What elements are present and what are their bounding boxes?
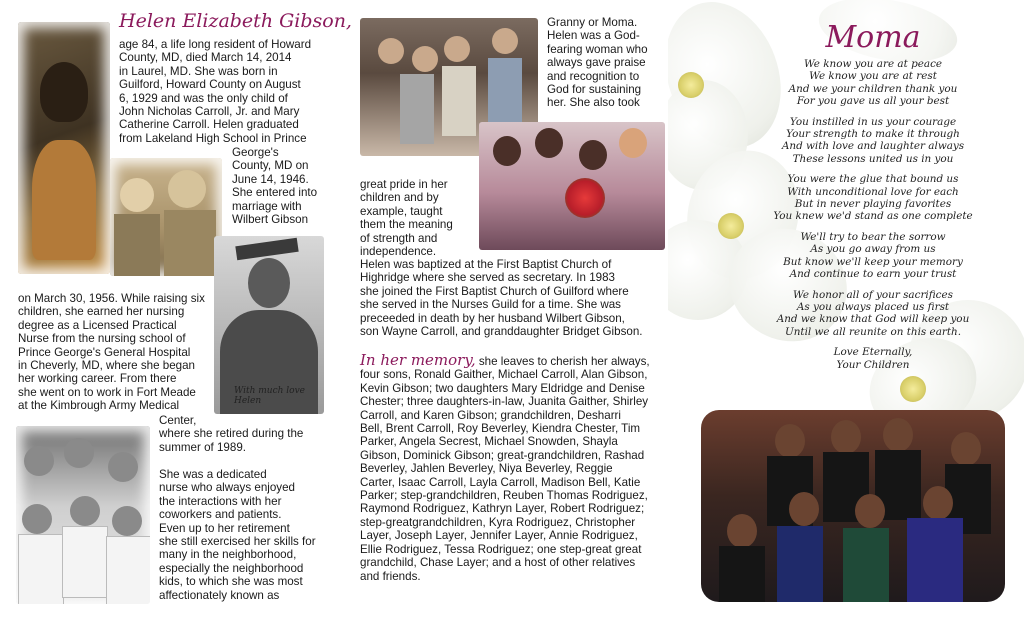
text-line: at the Kimbrough Army Medical (18, 399, 180, 413)
nurse-paragraph (159, 468, 349, 602)
text-line: Chester; three daughters-in-law, Juanita Gaither, Shirley (360, 395, 649, 409)
intro-paragraph (119, 38, 334, 145)
poem-line: You knew we'd stand as one complete (773, 210, 973, 223)
poem-line: Love Eternally, (833, 346, 913, 359)
text-line: Highridge where she served as secretary. In 1983 (360, 271, 615, 285)
text-line: nurse who always enjoyed (159, 481, 295, 495)
family-group-photo (701, 410, 1005, 602)
text-line: independence. (360, 245, 437, 259)
flower-center (678, 72, 704, 98)
text-line: she leaves to cherish her always, (475, 355, 650, 368)
poem-line: As you always placed us first (796, 300, 950, 313)
poem-line: With unconditional love for each (787, 185, 959, 198)
text-line: County, MD, died March 14, 2014 (119, 51, 292, 65)
text-line: son Wayne Carroll, and granddaughter Bridget Gibson. (360, 325, 643, 339)
text-line: summer of 1989. (159, 440, 246, 454)
text-line: from Lakeland High School in Prince (119, 131, 307, 145)
text-line: fearing woman who (547, 42, 648, 56)
text-line: especially the neighborhood (159, 561, 304, 575)
text-line: marriage with (232, 199, 302, 213)
text-line: Bell, Brent Carroll, Roy Beverley, Kiendra Chester, Tim (360, 422, 641, 436)
poem-line: And we know that God will keep you (776, 313, 970, 326)
nurses-photo (16, 426, 150, 604)
career-paragraph (18, 292, 214, 413)
text-line: four sons, Ronald Gaither, Michael Carroll, Alan Gibson, (360, 368, 648, 382)
text-line: she went on to work in Fort Meade (18, 385, 196, 399)
narrow-paragraph (232, 146, 332, 226)
text-line: of strength and (360, 231, 438, 245)
name-heading: Helen Elizabeth Gibson, (119, 10, 352, 32)
poem-line: We honor all of your sacrifices (793, 288, 953, 301)
center-paragraph (159, 414, 339, 454)
text-line: always gave praise (547, 56, 646, 70)
text-line: Raymond Rodriguez, Kathryn Layer, Robert Rodriguez; (360, 502, 645, 516)
text-line: Parker; step-grandchildren, Reuben Thomas Rodriguez, (360, 489, 648, 503)
text-line: Beverley, Jahlen Beverley, Niya Beverley, Reggie (360, 462, 613, 476)
poem-line: And we your children thank you (788, 82, 958, 95)
text-line: 6, 1929 and was the only child of (119, 91, 288, 105)
poem-stanza (738, 116, 1008, 166)
text-line: children and by (360, 191, 439, 205)
text-line: great pride in her (360, 178, 448, 191)
poem-line: We know you are at rest (809, 70, 937, 83)
poem-line: Until we all reunite on this earth. (784, 325, 962, 338)
women-flowers-photo (479, 122, 665, 250)
graduation-photo (214, 236, 324, 414)
text-line: God for sustaining (547, 83, 642, 97)
poem-line: Your strength to make it through (786, 128, 960, 141)
photo-signature: With much love Helen (234, 386, 305, 406)
text-line: Carroll, and Karen Gibson; grandchildren, Desharri (360, 408, 621, 422)
text-line: Helen was a God- (547, 29, 640, 43)
poem-line: And with love and laughter always (781, 140, 965, 153)
text-line: on March 30, 1956. While raising six (18, 292, 205, 305)
text-line: example, taught (360, 204, 443, 218)
memory-paragraph (360, 351, 668, 583)
text-line: she still exercised her skills for (159, 535, 316, 549)
poem-line: But know we'll keep your memory (783, 255, 963, 268)
text-line: and recognition to (547, 69, 640, 83)
text-line: them the meaning (360, 218, 453, 232)
text-line: Catherine Carroll. Helen graduated (119, 118, 299, 132)
text-line: preceeded in death by her husband Wilbert Gibson, (360, 311, 625, 325)
text-line: where she retired during the (159, 427, 304, 441)
poem-line: Your Children (836, 358, 910, 371)
text-line: degree as a Licensed Practical (18, 318, 177, 332)
flower-center (900, 376, 926, 402)
text-line: she served in the Nurses Guild for a time. She was (360, 298, 621, 312)
text-line: Prince George's General Hospital (18, 345, 191, 359)
text-line: She entered into (232, 186, 318, 200)
text-line: many in the neighborhood, (159, 548, 297, 562)
poem-line: As you go away from us (810, 243, 936, 256)
poem (738, 20, 1008, 371)
text-line: Even up to her retirement (159, 521, 290, 535)
text-line: step-greatgrandchildren, Kyra Rodriguez, Christopher (360, 515, 636, 529)
granny-paragraph (547, 16, 665, 110)
text-line: Layer, Joseph Layer, Jennifer Layer, Annie Rodriguez, (360, 529, 638, 543)
text-line: June 14, 1946. (232, 172, 309, 186)
text-line: grandchild, Chase Layer; and a host of other relatives (360, 556, 636, 570)
children-photo-vintage (110, 158, 222, 276)
church-paragraph (360, 258, 665, 338)
text-line: Carter, Isaac Carroll, Layla Carroll, Madison Bell, Katie (360, 475, 641, 489)
text-line: and friends. (360, 569, 421, 583)
text-line: Kevin Gibson; two daughters Mary Eldridge and Denise (360, 381, 645, 395)
text-line: the interactions with her (159, 494, 282, 508)
family-photo-vintage (18, 22, 110, 274)
poem-title: Moma (825, 20, 921, 55)
text-line: George's (232, 146, 279, 159)
poem-line: For you gave us all your best (796, 95, 950, 108)
text-line: affectionately known as (159, 588, 280, 602)
text-line: children, she earned her nursing (18, 305, 185, 319)
text-line: Wilbert Gibson (232, 213, 309, 227)
poem-line: You were the glue that bound us (787, 173, 959, 186)
text-line: Helen was baptized at the First Baptist Church of (360, 258, 612, 271)
memory-first-line (360, 351, 668, 369)
text-line: her. She also took (547, 96, 640, 110)
text-line: Nurse from the nursing school of (18, 332, 186, 346)
text-line: John Nicholas Carroll, Jr. and Mary (119, 105, 300, 119)
poem-stanza (738, 231, 1008, 281)
text-line: Center, (159, 414, 197, 427)
text-line: Guilford, Howard County on August (119, 78, 301, 92)
text-line: County, MD on (232, 159, 309, 173)
text-line: in Cheverly, MD, where she began (18, 359, 195, 373)
poem-closing (738, 346, 1008, 371)
text-line: Parker, Angela Secrest, Michael Snowden, Shayla (360, 435, 618, 449)
text-line: Ellie Rodriguez, Tessa Rodriguez; one step-great great (360, 542, 642, 556)
poem-line: And continue to earn your trust (789, 268, 957, 281)
memory-heading: In her memory, (360, 351, 476, 369)
poem-line: These lessons united us in you (792, 152, 954, 165)
poem-stanza (738, 289, 1008, 339)
poem-stanza (738, 58, 1008, 108)
poem-line: We know you are at peace (803, 58, 943, 70)
text-line: she joined the First Baptist Church of Guilford where (360, 284, 629, 298)
poem-line: But in never playing favorites (794, 198, 952, 211)
text-line: Gibson, Dominick Gibson; great-grandchildren, Rashad (360, 448, 645, 462)
text-line: her working career. From there (18, 372, 177, 386)
text-line: She was a dedicated (159, 468, 267, 481)
text-line: in Laurel, MD. She was born in (119, 64, 278, 78)
pride-paragraph (360, 178, 478, 258)
text-line: kids, to which she was most (159, 575, 303, 589)
poem-stanza (738, 173, 1008, 223)
text-line: coworkers and patients. (159, 508, 282, 522)
poem-line: You instilled in us your courage (789, 115, 957, 128)
text-line: age 84, a life long resident of Howard (119, 38, 312, 51)
text-line: Granny or Moma. (547, 16, 638, 29)
poem-line: We'll try to bear the sorrow (800, 230, 946, 243)
